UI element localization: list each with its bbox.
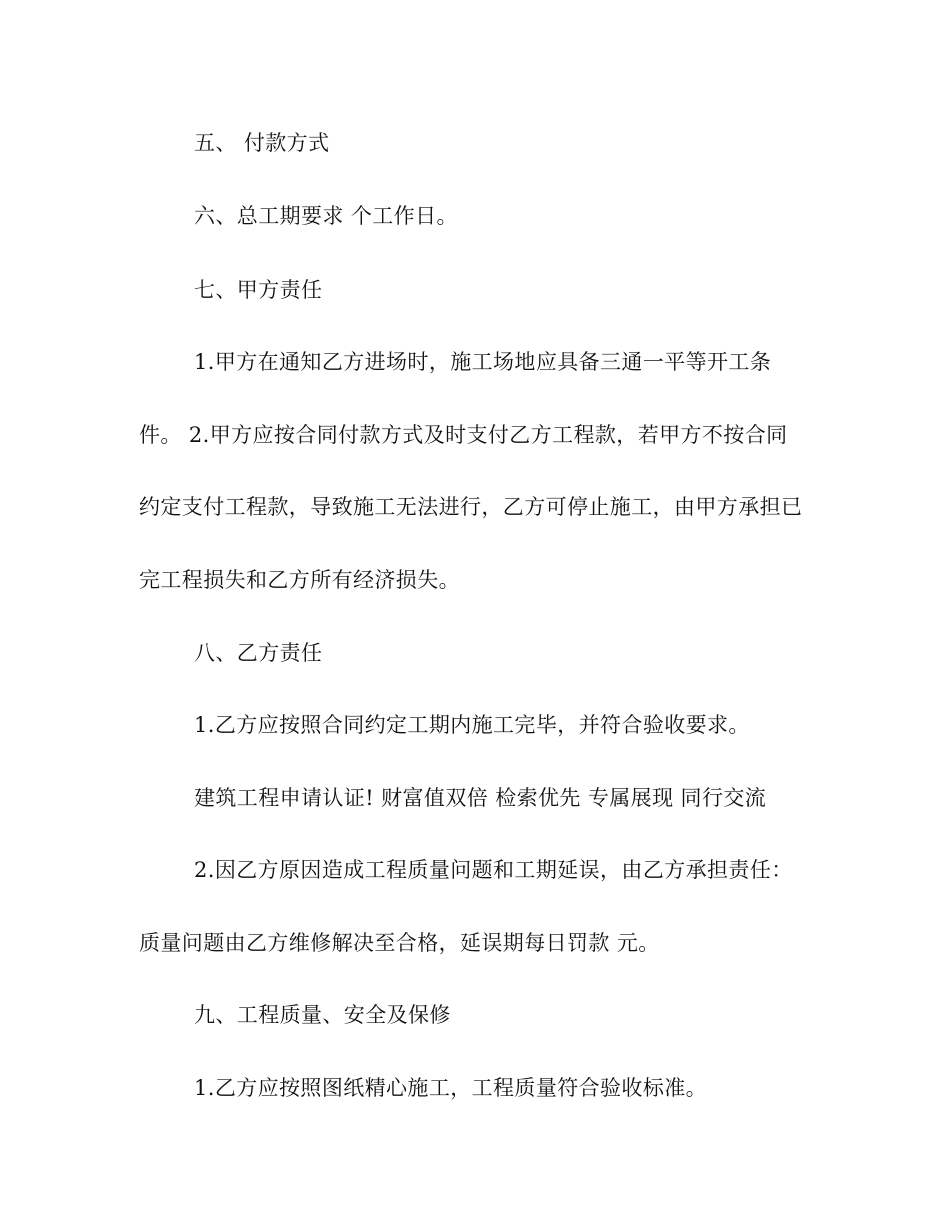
heading-party-a-responsibility: 七、甲方责任 (194, 278, 323, 302)
paragraph-line: 2.因乙方原因造成工程质量问题和工期延误，由乙方承担责任： (194, 858, 793, 882)
promo-line: 建筑工程申请认证! 财富值双倍 检索优先 专属展现 同行交流 (194, 786, 767, 810)
heading-quality-safety-warranty: 九、工程质量、安全及保修 (194, 1003, 451, 1027)
heading-party-b-responsibility: 八、乙方责任 (194, 641, 323, 665)
paragraph-line: 完工程损失和乙方所有经济损失。 (139, 568, 460, 592)
heading-total-duration: 六、总工期要求 个工作日。 (194, 204, 458, 228)
paragraph-line: 约定支付工程款，导致施工无法进行，乙方可停止施工，由甲方承担已 (139, 495, 803, 519)
paragraph-line: 件。 2.甲方应按合同付款方式及时支付乙方工程款，若甲方不按合同 (139, 423, 788, 447)
paragraph-line: 1.甲方在通知乙方进场时，施工场地应具备三通一平等开工条 (194, 350, 772, 374)
paragraph-line: 质量问题由乙方维修解决至合格，延误期每日罚款 元。 (139, 931, 660, 955)
paragraph-line: 1.乙方应按照合同约定工期内施工完毕，并符合验收要求。 (194, 713, 750, 737)
heading-payment-method: 五、 付款方式 (194, 131, 330, 155)
paragraph-line: 1.乙方应按照图纸精心施工，工程质量符合验收标准。 (194, 1076, 708, 1100)
